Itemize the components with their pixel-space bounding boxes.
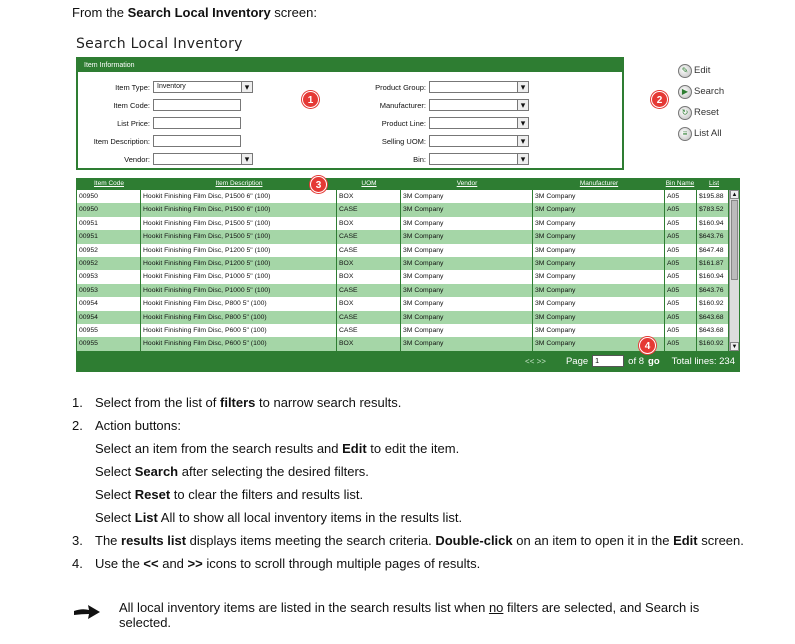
table-cell: Hookit Finishing Film Disc, P1200 5" (100)	[141, 257, 337, 270]
page-input[interactable]	[592, 355, 624, 367]
col-item-description[interactable]: Item Description	[215, 180, 263, 187]
table-cell: Hookit Finishing Film Disc, P1500 6" (100)	[141, 190, 337, 203]
table-cell: 3M Company	[401, 297, 533, 310]
table-row[interactable]	[77, 337, 729, 350]
list-icon: ≡	[678, 127, 692, 141]
bin-select[interactable]	[429, 153, 529, 165]
table-cell: 3M Company	[533, 217, 665, 230]
table-cell: BOX	[337, 337, 401, 350]
search-button-label: Search	[694, 86, 725, 97]
table-cell: BOX	[337, 257, 401, 270]
table-cell: 00954	[77, 297, 141, 310]
edit-icon: ✎	[678, 64, 692, 78]
results-footer	[77, 351, 739, 371]
callout-badge-1: 1	[302, 91, 319, 108]
table-cell: Hookit Finishing Film Disc, P1000 5" (100)	[141, 270, 337, 283]
table-cell: 3M Company	[401, 324, 533, 337]
table-cell: Hookit Finishing Film Disc, P1200 5" (100)	[141, 244, 337, 257]
table-cell: 3M Company	[401, 257, 533, 270]
item-description-label: Item Description:	[93, 137, 150, 146]
table-cell: A05	[665, 230, 697, 243]
pager	[525, 355, 735, 367]
table-cell: A05	[665, 244, 697, 257]
table-row[interactable]	[77, 257, 729, 270]
table-cell: $160.94	[697, 217, 729, 230]
page-label: Page	[565, 355, 589, 367]
table-cell: 00952	[77, 257, 141, 270]
col-vendor[interactable]: Vendor	[456, 180, 478, 187]
page-arrows[interactable]: << >>	[525, 356, 546, 366]
note-text: All local inventory items are listed in the search results list when no filters are selected, and Search is selected.	[119, 600, 700, 630]
col-uom[interactable]: UOM	[361, 180, 377, 187]
reset-icon: ↻	[678, 106, 692, 120]
step-2-reset: Select Reset to clear the filters and results list.	[95, 487, 364, 502]
product-line-select[interactable]	[429, 117, 529, 129]
vendor-label: Vendor:	[124, 155, 150, 164]
table-cell: Hookit Finishing Film Disc, P1000 5" (100)	[141, 284, 337, 297]
screen-title: Search Local Inventory	[76, 36, 243, 52]
table-cell: A05	[665, 284, 697, 297]
table-cell: BOX	[337, 297, 401, 310]
table-row[interactable]	[77, 311, 729, 324]
table-cell: 3M Company	[401, 270, 533, 283]
step-2-search: Select Search after selecting the desired filters.	[95, 464, 369, 479]
col-item-code[interactable]: Item Code	[94, 180, 124, 187]
bin-label: Bin:	[413, 155, 426, 164]
edit-button-label: Edit	[694, 65, 711, 76]
table-cell: A05	[665, 324, 697, 337]
table-cell: A05	[665, 257, 697, 270]
table-cell: 00950	[77, 190, 141, 203]
table-cell: 3M Company	[401, 203, 533, 216]
callout-badge-4: 4	[639, 337, 656, 354]
table-cell: 3M Company	[401, 337, 533, 350]
results-body	[77, 190, 729, 351]
search-button[interactable]	[678, 81, 724, 102]
table-row[interactable]	[77, 230, 729, 243]
manufacturer-select[interactable]	[429, 99, 529, 111]
col-bin-name[interactable]: Bin Name	[665, 180, 695, 187]
table-cell: BOX	[337, 190, 401, 203]
list-price-input[interactable]	[153, 117, 241, 129]
table-cell: 3M Company	[533, 297, 665, 310]
table-cell: 3M Company	[401, 190, 533, 203]
step-3: 3. The results list displays items meeting the search criteria. Double-click on an item to open it in the Edit screen.	[72, 533, 744, 548]
list-all-button-label: List All	[694, 128, 722, 139]
table-cell: CASE	[337, 230, 401, 243]
table-cell: 00955	[77, 324, 141, 337]
table-cell: CASE	[337, 324, 401, 337]
table-cell: Hookit Finishing Film Disc, P600 5" (100)	[141, 337, 337, 350]
reset-button-label: Reset	[694, 107, 719, 118]
search-icon: ▶	[678, 85, 692, 99]
table-cell: A05	[665, 337, 697, 350]
callout-badge-3: 3	[310, 176, 327, 193]
table-cell: 00953	[77, 284, 141, 297]
table-row[interactable]	[77, 284, 729, 297]
total-lines: Total lines: 234	[671, 355, 735, 367]
item-type-label: Item Type:	[115, 83, 150, 92]
col-manufacturer[interactable]: Manufacturer	[579, 180, 619, 187]
table-cell: CASE	[337, 244, 401, 257]
table-row[interactable]	[77, 190, 729, 203]
step-4: 4. Use the << and >> icons to scroll through multiple pages of results.	[72, 556, 481, 571]
table-cell: 00951	[77, 217, 141, 230]
product-line-label: Product Line:	[381, 119, 426, 128]
action-buttons	[678, 60, 724, 144]
scroll-down-icon[interactable]: ▼	[731, 344, 738, 350]
table-cell: BOX	[337, 270, 401, 283]
table-row[interactable]	[77, 297, 729, 310]
table-cell: 3M Company	[401, 217, 533, 230]
scroll-thumb[interactable]	[731, 200, 738, 280]
list-all-button[interactable]	[678, 123, 724, 144]
reset-button[interactable]	[678, 102, 724, 123]
table-cell: 3M Company	[533, 203, 665, 216]
manufacturer-label: Manufacturer:	[379, 101, 426, 110]
instructions	[72, 391, 744, 575]
table-cell: BOX	[337, 217, 401, 230]
selling-uom-select[interactable]	[429, 135, 529, 147]
table-cell: 3M Company	[401, 311, 533, 324]
table-cell: A05	[665, 217, 697, 230]
table-cell: Hookit Finishing Film Disc, P600 5" (100)	[141, 324, 337, 337]
item-type-select[interactable]: Inventory ▾	[153, 81, 253, 93]
table-row[interactable]	[77, 270, 729, 283]
step-1: 1. Select from the list of filters to narrow search results.	[72, 395, 402, 410]
table-cell: 3M Company	[533, 324, 665, 337]
selling-uom-label: Selling UOM:	[381, 137, 426, 146]
table-cell: $195.88	[697, 190, 729, 203]
table-cell: 3M Company	[401, 284, 533, 297]
step-2: 2. Action buttons:	[72, 418, 181, 433]
page-of-label: of 8	[628, 355, 645, 367]
table-cell: 3M Company	[533, 230, 665, 243]
table-cell: Hookit Finishing Film Disc, P1500 5" (100)	[141, 217, 337, 230]
table-cell: $643.68	[697, 324, 729, 337]
table-cell: $161.87	[697, 257, 729, 270]
table-cell: 3M Company	[401, 230, 533, 243]
table-row[interactable]	[77, 324, 729, 337]
item-code-label: Item Code:	[113, 101, 150, 110]
table-cell: A05	[665, 190, 697, 203]
table-cell: 00950	[77, 203, 141, 216]
filter-panel-header: Item Information	[78, 59, 622, 72]
table-cell: A05	[665, 311, 697, 324]
scroll-up-icon[interactable]: ▲	[731, 192, 738, 198]
table-cell: 3M Company	[533, 284, 665, 297]
table-row[interactable]	[77, 203, 729, 216]
edit-button[interactable]	[678, 60, 724, 81]
table-cell: Hookit Finishing Film Disc, P800 5" (100)	[141, 311, 337, 324]
table-cell: 00953	[77, 270, 141, 283]
table-cell: $160.92	[697, 337, 729, 350]
table-cell: $643.76	[697, 284, 729, 297]
table-cell: $160.92	[697, 297, 729, 310]
arrow-right-icon	[72, 602, 102, 622]
step-2-list-all: Select List All to show all local inventory items in the results list.	[95, 510, 463, 525]
table-cell: Hookit Finishing Film Disc, P1500 5" (100)	[141, 230, 337, 243]
item-code-input[interactable]	[153, 99, 241, 111]
table-cell: 3M Company	[533, 257, 665, 270]
table-cell: A05	[665, 203, 697, 216]
table-row[interactable]	[77, 244, 729, 257]
vendor-select[interactable]	[153, 153, 253, 165]
table-cell: 00952	[77, 244, 141, 257]
filter-panel	[76, 57, 624, 170]
results-header	[77, 179, 739, 190]
go-button[interactable]: go	[648, 355, 660, 367]
table-cell: $160.94	[697, 270, 729, 283]
results-scrollbar[interactable]	[729, 190, 739, 351]
table-cell: 00951	[77, 230, 141, 243]
table-cell: A05	[665, 270, 697, 283]
intro-text: From the Search Local Inventory screen:	[72, 5, 317, 20]
table-cell: $643.76	[697, 230, 729, 243]
table-cell: 3M Company	[533, 337, 665, 350]
table-cell: A05	[665, 297, 697, 310]
col-list[interactable]: List	[708, 180, 720, 187]
table-cell: 3M Company	[533, 190, 665, 203]
table-cell: 3M Company	[533, 311, 665, 324]
table-cell: 3M Company	[533, 244, 665, 257]
list-price-label: List Price:	[117, 119, 150, 128]
table-cell: $783.52	[697, 203, 729, 216]
table-cell: 3M Company	[533, 270, 665, 283]
table-cell: Hookit Finishing Film Disc, P800 5" (100)	[141, 297, 337, 310]
table-cell: 00954	[77, 311, 141, 324]
table-cell: CASE	[337, 311, 401, 324]
table-cell: $647.48	[697, 244, 729, 257]
table-cell: Hookit Finishing Film Disc, P1500 6" (100)	[141, 203, 337, 216]
table-cell: 3M Company	[401, 244, 533, 257]
callout-badge-2: 2	[651, 91, 668, 108]
table-cell: CASE	[337, 203, 401, 216]
table-cell: $643.68	[697, 311, 729, 324]
step-2-edit: Select an item from the search results and Edit to edit the item.	[95, 441, 460, 456]
table-row[interactable]	[77, 217, 729, 230]
product-group-label: Product Group:	[375, 83, 426, 92]
product-group-select[interactable]	[429, 81, 529, 93]
table-cell: 00955	[77, 337, 141, 350]
table-cell: CASE	[337, 284, 401, 297]
item-description-input[interactable]	[153, 135, 241, 147]
